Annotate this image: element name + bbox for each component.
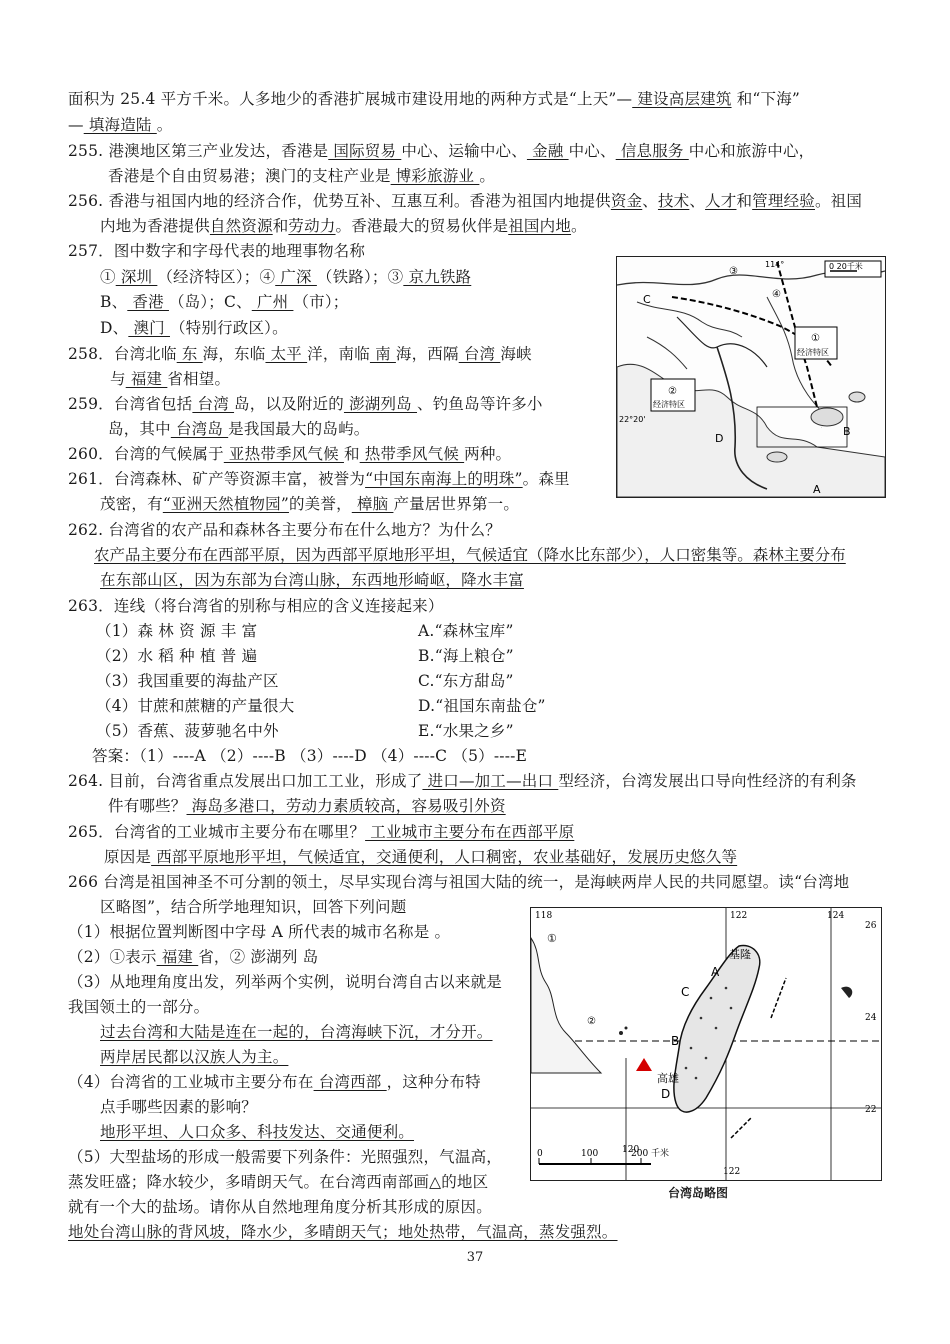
question-266-cont: 区略图”，结合所学地理知识，回答下列问题 [100,898,407,916]
answer-blank: 澎湖列岛 [343,395,418,413]
sz-sez-label: 经济特区 [797,348,829,357]
question-255-cont: 香港是个自由贸易港；澳门的支柱产业是 博彩旅游业 。 [108,167,496,185]
taiwan-map [530,907,882,1181]
lon-122-bottom: 122 [723,1167,741,1177]
match-right-e: E.“水果之乡” [418,722,514,740]
marker-d: D [715,432,724,445]
map1-latitude: 22°20' [619,415,646,424]
question-262: 262. 台湾省的农产品和森林各主要分布在什么地方？为什么？ [68,521,501,539]
text-line [68,87,800,111]
text-line [68,113,172,137]
answer-blank: 填海造陆 [83,116,157,134]
match-left-3: （3）我国重要的海盐产区 [96,672,279,690]
question-256-cont: 内地为香港提供自然资源和劳动力。香港最大的贸易伙伴是祖国内地。 [100,217,587,235]
question-266-3: （3）从地理角度出发，列举两个实例，说明台湾自古以来就是 [68,973,502,991]
lon-124: 124 [827,911,845,921]
answer-blank: 信息服务 [615,142,689,160]
marker-1: ① [547,932,557,945]
marker-a: A [813,483,821,496]
answer-blank: 深圳 [115,268,158,286]
question-258: 258．台湾北临 东 海，东临 太平 洋，南临 南 海，西隔 台湾 海峡 [68,345,532,363]
answer-blank: 台湾岛 [170,420,229,438]
question-260: 260．台湾的气候属于 亚热带季风气候 和 热带季风气候 两种。 [68,445,512,463]
answer-blank: 自然资源 [209,217,273,235]
answer-blank: “亚洲天然植物园” [162,495,289,513]
question-259: 259．台湾省包括 台湾 岛，以及附近的 澎湖列岛 、钓鱼岛等许多小 [68,395,543,413]
match-right-b: B.“海上粮仓” [418,647,514,665]
text: 和“下海” [736,90,801,108]
answer-266-5: 地处台湾山脉的背风坡，降水少，多晴朗天气；地处热带，气温高，蒸发强烈。 [68,1223,618,1241]
map1-scale: 0 20千米 [829,262,863,271]
question-256: 256. 香港与祖国内地的经济合作，优势互补、互惠互利。香港为祖国内地提供资金、技术、人才和管理经验。祖国 [68,192,863,210]
lat-26: 26 [865,921,877,931]
match-right-a: A.“森林宝库” [418,622,514,640]
answer-blank: 金融 [526,142,569,160]
marker-2: ② [587,1016,596,1027]
answer-blank: 广州 [251,293,294,311]
answer-blank: 澳门 [128,319,170,337]
answer-blank: 福建 [156,948,199,966]
answer-blank: 祖国内地 [508,217,572,235]
question-265: 265．台湾省的工业城市主要分布在哪里？ 工业城市主要分布在西部平原 [68,823,575,841]
keelung-label: 基隆 [729,948,751,961]
match-left-4: （4）甘蔗和蔗糖的产量很大 [96,697,295,715]
zh-sez-label: 经济特区 [653,400,685,409]
answer-266-3a: 过去台湾和大陆是连在一起的，台湾海峡下沉，才分开。 [100,1023,493,1041]
question-261: 261．台湾森林、矿产等资源丰富，被誉为“中国东南海上的明珠”。森里 [68,470,570,488]
question-255: 255. 港澳地区第三产业发达，香港是 国际贸易 中心、运输中心、 金融 中心、 信息服务 中心和旅游中心， [68,142,815,160]
answer-blank: 管理经验 [752,192,815,210]
answer-blank: 太平 [265,345,308,363]
answer-blank: 资金 [610,192,643,210]
answer-blank: 樟脑 [351,495,394,513]
question-264-cont: 件有哪些？ 海岛多港口，劳动力素质较高，容易吸引外资 [108,797,506,815]
marker-b: B [843,425,851,438]
lat-22: 22 [865,1105,877,1115]
scale-200: 200 千米 [631,1149,670,1159]
question-266-5-cont2: 就有一个大的盐场。请你从自然地理角度分析其形成的原因。 [68,1198,492,1216]
answer-blank: 台湾 [458,345,501,363]
answer-blank: 东 [176,345,203,363]
question-266-5-cont: 蒸发旺盛；降水较少，多晴朗天气。在台湾西南部画△的地区 [68,1173,489,1191]
marker-b: B [671,1034,680,1048]
pearl-river-delta-map [616,256,886,498]
answer-262-cont: 在东部山区，因为东部为台湾山脉，东西地形崎岖，降水丰富 [100,571,524,589]
answer-blank: 台湾 [192,395,235,413]
lon-122: 122 [730,911,748,921]
scale-100: 100 [581,1149,599,1159]
answer-blank: 国际贸易 [328,142,402,160]
map1-longitude: 114° [765,260,785,269]
question-264: 264. 目前，台湾省重点发展出口加工工业，形成了 进口—加工—出口 型经济，台湾发展出口导向性经济的有利条 [68,772,857,790]
question-257-row2: B、 香港 （岛）；C、 广州 （市）； [100,293,349,311]
map-drawing [617,257,885,497]
answer-blank: 亚热带季风气候 [223,445,344,463]
question-257-row1: ① 深圳 （经济特区）；④ 广深 （铁路）；③ 京九铁路 [100,268,472,286]
marker-1: ① [811,333,820,344]
answer-263: 答案：（1）----A （2）----B （3）----D （4）----C （5）----E [92,747,528,765]
match-right-c: C.“东方甜岛” [418,672,514,690]
question-266-4-cont: 点手哪些因素的影响？ [100,1098,258,1116]
answer-266-4: 地形平坦、人口众多、科技发达、交通便利。 [100,1123,415,1141]
question-266-4: （4）台湾省的工业城市主要分布在 台湾西部 ，这种分布特 [68,1073,481,1091]
question-266: 266 台湾是祖国神圣不可分割的领土，尽早实现台湾与祖国大陆的统一，是海峡两岸人民的共同愿望。读“台湾地 [68,873,850,891]
question-266-2: （2）①表示 福建 省，② 澎湖列 岛 [68,948,319,966]
answer-262: 农产品主要分布在西部平原，因为西部平原地形平坦，气候适宜（降水比东部少），人口密集等。森林主要分布 [94,546,846,564]
marker-c: C [681,985,690,999]
answer-blank: 进口—加工—出口 [422,772,559,790]
marker-d: D [661,1087,671,1101]
answer-blank: “中国东南海上的明珠” [365,470,523,488]
answer-blank: 广深 [275,268,317,286]
match-left-1: （1）森 林 资 源 丰 富 [96,622,258,640]
taiwan-map-caption: 台湾岛略图 [668,1186,729,1200]
answer-blank: 海岛多港口，劳动力素质较高，容易吸引外资 [186,797,506,815]
question-257-row3: D、 澳门 （特别行政区）。 [100,319,288,337]
marker-c: C [643,293,651,306]
answer-blank: 热带季风气候 [359,445,465,463]
answer-blank: 人才 [705,192,737,210]
match-right-d: D.“祖国东南盐仓” [418,697,546,715]
question-266-1: （1）根据位置判断图中字母 A 所代表的城市名称是 。 [68,923,451,941]
question-261-cont: 茂密，有“亚洲天然植物园”的美誉， 樟脑 产量居世界第一。 [100,495,520,513]
question-258-cont: 与 福建 省相望。 [110,370,231,388]
text: 面积为 25.4 平方千米。人多地少的香港扩展城市建设用地的两种方式是“上天”— [68,90,633,108]
answer-blank: 建设高层建筑 [632,90,732,108]
answer-blank: 工业城市主要分布在西部平原 [365,823,575,841]
answer-blank: 博彩旅游业 [390,167,480,185]
answer-blank: 福建 [125,370,168,388]
answer-blank: 南 [369,345,396,363]
question-266-5: （5）大型盐场的形成一般需要下列条件：光照强烈，气温高， [68,1148,502,1166]
answer-blank: 京九铁路 [403,268,472,286]
question-263: 263．连线（将台湾省的别称与相应的含义连接起来） [68,597,444,615]
marker-4: ④ [772,289,781,300]
lat-24: 24 [865,1013,877,1023]
question-257: 257．图中数字和字母代表的地理事物名称 [68,242,366,260]
scale-0: 0 [537,1149,543,1159]
marker-3: ③ [729,266,738,277]
kaohsiung-label: 高雄 [657,1072,679,1085]
text: — [68,116,84,134]
question-266-3-cont: 我国领土的一部分。 [68,998,210,1016]
answer-266-3b: 两岸居民都以汉族人为主。 [100,1048,289,1066]
answer-blank: 技术 [657,192,690,210]
answer-blank: 劳动力 [288,217,336,235]
match-left-2: （2）水 稻 种 植 普 遍 [96,647,258,665]
question-259-cont: 岛，其中 台湾岛 是我国最大的岛屿。 [108,420,370,438]
marker-2: ② [668,386,677,397]
marker-a: A [711,965,720,979]
answer-blank: 台湾西部 [313,1073,387,1091]
lon-118: 118 [535,911,553,921]
match-left-5: （5）香蕉、菠萝驰名中外 [96,722,279,740]
map-drawing [531,908,881,1180]
lon-120: 120 [622,1145,640,1155]
page-number: 37 [466,1250,484,1265]
text: 。 [156,116,173,134]
answer-blank: 西部平原地形平坦，气候适宜，交通便利，人口稠密，农业基础好，发展历史悠久等 [151,848,738,866]
answer-blank: 香港 [127,293,169,311]
question-265-cont: 原因是 西部平原地形平坦，气候适宜，交通便利，人口稠密，农业基础好，发展历史悠久等 [104,848,738,866]
